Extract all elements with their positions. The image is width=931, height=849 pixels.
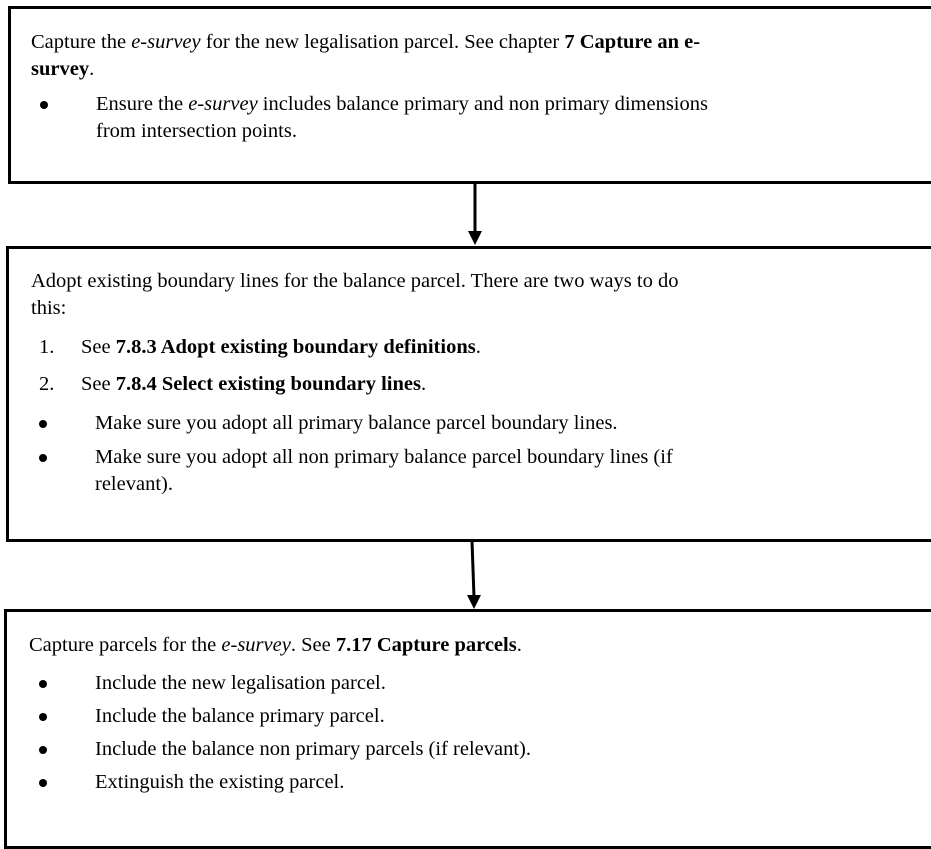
step3-text: Capture parcels for the xyxy=(29,634,222,656)
bullet-dot xyxy=(40,101,48,109)
bullet-dot xyxy=(39,420,47,428)
item-number: 1. xyxy=(39,336,55,358)
bullet-text-line1: Make sure you adopt all non primary balance parcel boundary lines (if xyxy=(95,446,673,468)
bullet-dot xyxy=(39,746,47,754)
bullet-text: Extinguish the existing parcel. xyxy=(95,771,345,793)
item-text: . xyxy=(420,373,427,395)
step1-text: Capture the xyxy=(31,31,132,53)
step1-chapter-ref: 7 Capture an e- xyxy=(564,31,701,53)
item-text: See xyxy=(81,336,116,358)
step1-bullet-line1 xyxy=(96,91,708,118)
step1-esurvey-term: e-survey xyxy=(131,31,201,53)
step-box-capture-parcels xyxy=(4,609,931,849)
bullet-text: Ensure the xyxy=(96,93,189,115)
bullet-dot xyxy=(39,454,47,462)
step3-text: . See xyxy=(290,634,336,656)
bullet-text: Make sure you adopt all primary balance parcel boundary lines. xyxy=(95,412,618,434)
bullet-text: Include the new legalisation parcel. xyxy=(95,672,386,694)
bullet-dot xyxy=(39,779,47,787)
bullet-dot xyxy=(39,713,47,721)
bullet-text: Include the balance primary parcel. xyxy=(95,705,385,727)
step3-intro xyxy=(29,632,522,659)
step-box-adopt-boundaries xyxy=(6,246,931,542)
section-ref: 7.8.4 Select existing boundary lines xyxy=(115,373,421,395)
flow-arrow-2 xyxy=(462,541,486,613)
item-number: 2. xyxy=(39,373,55,395)
esurvey-term: e-survey xyxy=(221,634,291,656)
bullet-text: Include the balance non primary parcels (if relevant). xyxy=(95,738,531,760)
step1-intro-line1 xyxy=(31,29,700,56)
step1-chapter-ref-cont: survey xyxy=(31,58,90,80)
section-ref: 7.8.3 Adopt existing boundary definitions xyxy=(115,336,476,358)
step1-text: for the new legalisation parcel. See chapter xyxy=(200,31,565,53)
step1-bullet-line2: from intersection points. xyxy=(96,120,297,142)
bullet-text: includes balance primary and non primary dimensions xyxy=(257,93,708,115)
step-box-capture-esurvey xyxy=(8,6,931,184)
step1-text: . xyxy=(89,58,95,80)
bullet-text-line2: relevant). xyxy=(95,473,173,495)
step2-intro-line2: this: xyxy=(31,297,67,319)
step2-bullet-2 xyxy=(39,444,919,498)
section-ref: 7.17 Capture parcels xyxy=(335,634,517,656)
step3-text: . xyxy=(516,634,522,656)
bullet-dot xyxy=(39,680,47,688)
esurvey-term: e-survey xyxy=(188,93,258,115)
step1-bullet xyxy=(40,91,920,145)
item-text: . xyxy=(475,336,481,358)
step1-intro-line2 xyxy=(31,56,94,83)
item-text: See xyxy=(81,373,116,395)
flow-arrow-1 xyxy=(465,183,485,249)
step2-intro-line1: Adopt existing boundary lines for the balance parcel. There are two ways to do xyxy=(31,270,679,292)
